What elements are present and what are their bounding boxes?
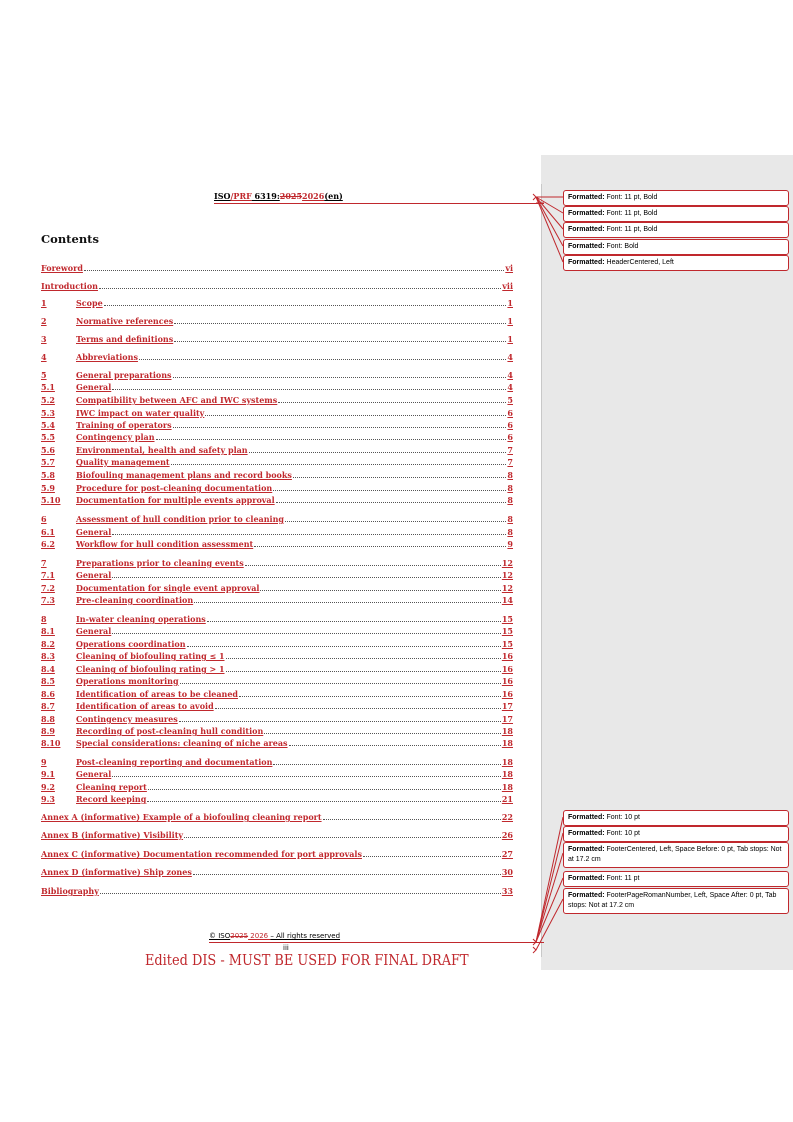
comment-label: Formatted: — [568, 210, 605, 217]
toc-entry-page: 18 — [501, 738, 513, 748]
leader-arrow — [533, 194, 536, 200]
toc-dot-leader — [112, 576, 501, 578]
toc-entry-page: 15 — [501, 626, 513, 636]
toc-entry-label: Annex B (informative) Visibility — [41, 830, 184, 840]
toc-entry-number: 6 — [41, 514, 47, 524]
toc-dot-leader — [363, 855, 501, 857]
toc-entry[interactable] — [41, 408, 513, 418]
toc-entry-label: Bibliography — [41, 886, 99, 896]
toc-entry-page: 4 — [507, 352, 513, 362]
toc-dot-leader — [147, 800, 501, 802]
toc-entry[interactable] — [41, 664, 513, 674]
toc-entry-page: vi — [505, 263, 513, 273]
comment-label: Formatted: — [568, 830, 605, 837]
toc-dot-leader — [112, 533, 506, 535]
toc-entry[interactable] — [41, 867, 513, 877]
toc-entry-page: 1 — [507, 316, 513, 326]
toc-entry[interactable] — [41, 281, 513, 291]
toc-entry-page: 12 — [501, 570, 513, 580]
toc-entry-number: 5.4 — [41, 420, 55, 430]
toc-entry[interactable] — [41, 583, 513, 593]
footer-year-deleted: 2025 — [230, 932, 249, 940]
toc-entry-number: 7.1 — [41, 570, 55, 580]
toc-entry-number: 9.1 — [41, 769, 55, 779]
toc-entry[interactable] — [41, 470, 513, 480]
toc-dot-leader — [293, 476, 506, 478]
toc-entry[interactable] — [41, 370, 513, 380]
toc-entry-page: 17 — [501, 714, 513, 724]
toc-entry[interactable] — [41, 432, 513, 442]
toc-entry[interactable] — [41, 595, 513, 605]
toc-entry-page: 22 — [501, 812, 513, 822]
toc-entry-label: Identification of areas to be cleaned — [76, 689, 239, 699]
toc-entry-number: 8.10 — [41, 738, 61, 748]
toc-entry-page: 16 — [501, 689, 513, 699]
toc-entry-label: Quality management — [76, 457, 170, 467]
toc-entry[interactable] — [41, 886, 513, 896]
toc-entry-number: 5.8 — [41, 470, 55, 480]
comment-balloon[interactable] — [563, 206, 789, 222]
toc-entry-number: 5 — [41, 370, 47, 380]
toc-entry[interactable] — [41, 570, 513, 580]
toc-entry-label: In-water cleaning operations — [76, 614, 206, 624]
toc-dot-leader — [194, 601, 501, 603]
toc-entry-number: 3 — [41, 334, 47, 344]
toc-entry-page: 15 — [501, 639, 513, 649]
contents-title: Contents — [41, 232, 99, 246]
toc-entry-page: 18 — [501, 769, 513, 779]
comment-label: Formatted: — [568, 194, 605, 201]
toc-entry-page: 8 — [507, 483, 513, 493]
toc-entry-label: Workflow for hull condition assessment — [76, 539, 254, 549]
toc-entry[interactable] — [41, 539, 513, 549]
toc-entry[interactable] — [41, 782, 513, 792]
toc-entry[interactable] — [41, 495, 513, 505]
toc-entry-number: 8.7 — [41, 701, 55, 711]
toc-dot-leader — [187, 645, 501, 647]
toc-entry-label: General — [76, 769, 112, 779]
toc-entry-number: 9.2 — [41, 782, 55, 792]
toc-entry-page: 1 — [507, 298, 513, 308]
comment-balloon[interactable] — [563, 810, 789, 826]
comment-balloon[interactable] — [563, 190, 789, 206]
toc-dot-leader — [254, 545, 506, 547]
markup-divider — [541, 184, 542, 957]
comment-text: Font: Bold — [604, 243, 639, 250]
toc-entry-label: Abbreviations — [76, 352, 138, 362]
toc-entry-number: 5.6 — [41, 445, 55, 455]
toc-entry-label: Operations coordination — [76, 639, 186, 649]
toc-entry-page: 27 — [501, 849, 513, 859]
footer-year-inserted: 2026 — [248, 932, 271, 940]
comment-label: Formatted: — [568, 259, 605, 266]
toc-entry-label: Documentation for single event approval — [76, 583, 260, 593]
comment-label: Formatted: — [568, 814, 605, 821]
toc-entry-label: Introduction — [41, 281, 98, 291]
toc-dot-leader — [174, 322, 506, 324]
toc-entry-label: Post-cleaning reporting and documentation — [76, 757, 273, 767]
header-iso: ISO — [214, 191, 231, 201]
toc-entry-number: 9.3 — [41, 794, 55, 804]
toc-entry-label: Record keeping — [76, 794, 147, 804]
toc-entry[interactable] — [41, 514, 513, 524]
toc-entry[interactable] — [41, 298, 513, 308]
toc-entry-label: Contingency measures — [76, 714, 178, 724]
toc-entry-page: 18 — [501, 726, 513, 736]
toc-entry-page: 33 — [501, 886, 513, 896]
toc-entry-page: 8 — [507, 495, 513, 505]
toc-entry[interactable] — [41, 527, 513, 537]
toc-entry-number: 6.1 — [41, 527, 55, 537]
toc-entry-page: 18 — [501, 757, 513, 767]
toc-dot-leader — [84, 269, 504, 271]
toc-dot-leader — [215, 707, 501, 709]
leader-arrow — [533, 947, 536, 953]
toc-dot-leader — [276, 501, 506, 503]
toc-entry[interactable] — [41, 794, 513, 804]
toc-entry-label: Identification of areas to avoid — [76, 701, 214, 711]
toc-entry-label: Compatibility between AFC and IWC systems — [76, 395, 278, 405]
toc-entry-label: Cleaning report — [76, 782, 147, 792]
watermark: Edited DIS - MUST BE USED FOR FINAL DRAFT — [145, 951, 469, 969]
toc-dot-leader — [139, 358, 506, 360]
toc-dot-leader — [239, 695, 501, 697]
toc-entry[interactable] — [41, 769, 513, 779]
toc-entry-label: Environmental, health and safety plan — [76, 445, 248, 455]
toc-entry-number: 8.4 — [41, 664, 55, 674]
toc-entry-label: Pre-cleaning coordination — [76, 595, 194, 605]
header-year-inserted: 2026 — [302, 191, 325, 201]
toc-dot-leader — [207, 620, 501, 622]
toc-entry-number: 5.2 — [41, 395, 55, 405]
comment-balloon[interactable] — [563, 239, 789, 255]
toc-entry-number: 6.2 — [41, 539, 55, 549]
footer-page-number: iii — [283, 944, 289, 952]
toc-entry[interactable] — [41, 676, 513, 686]
footer-leader-line — [209, 942, 544, 943]
toc-entry-number: 8 — [41, 614, 47, 624]
toc-entry-label: General — [76, 570, 112, 580]
toc-dot-leader — [289, 744, 501, 746]
toc-entry-page: 12 — [501, 558, 513, 568]
header-leader-line — [214, 203, 544, 204]
toc-entry[interactable] — [41, 316, 513, 326]
toc-entry-page: 6 — [507, 432, 513, 442]
toc-entry-label: General — [76, 626, 112, 636]
toc-entry-label: Operations monitoring — [76, 676, 179, 686]
footer-copyright — [209, 932, 340, 940]
toc-entry[interactable] — [41, 639, 513, 649]
comment-text: HeaderCentered, Left — [604, 259, 674, 266]
toc-entry-page: 16 — [501, 676, 513, 686]
toc-dot-leader — [226, 657, 501, 659]
toc-dot-leader — [278, 401, 506, 403]
toc-entry-label: Procedure for post-cleaning documentation — [76, 483, 273, 493]
toc-entry-page: 26 — [501, 830, 513, 840]
toc-entry-page: 9 — [507, 539, 513, 549]
toc-dot-leader — [180, 682, 501, 684]
toc-entry-label: Training of operators — [76, 420, 172, 430]
header-year-deleted: 2025 — [279, 191, 303, 201]
comment-text: Font: 10 pt — [604, 814, 640, 821]
toc-entry-number: 8.5 — [41, 676, 55, 686]
toc-entry-label: Recording of post-cleaning hull condition — [76, 726, 264, 736]
toc-dot-leader — [260, 589, 500, 591]
footer-copyright-symbol: © ISO — [209, 932, 231, 940]
comment-text: Font: 11 pt, Bold — [604, 210, 658, 217]
toc-entry-number: 8.1 — [41, 626, 55, 636]
toc-entry-label: Annex A (informative) Example of a biofouling cleaning report — [41, 812, 322, 822]
toc-entry[interactable] — [41, 738, 513, 748]
toc-entry-number: 4 — [41, 352, 47, 362]
toc-entry-page: 6 — [507, 420, 513, 430]
toc-entry-label: Contingency plan — [76, 432, 155, 442]
toc-entry[interactable] — [41, 420, 513, 430]
toc-entry-page: 16 — [501, 664, 513, 674]
toc-entry-number: 8.9 — [41, 726, 55, 736]
toc-entry-number: 5.7 — [41, 457, 55, 467]
toc-entry-page: vii — [502, 281, 513, 291]
toc-dot-leader — [179, 720, 501, 722]
toc-dot-leader — [173, 376, 506, 378]
toc-entry-page: 30 — [501, 867, 513, 877]
toc-entry-number: 2 — [41, 316, 47, 326]
comment-text: FooterCentered, Left, Space Before: 0 pt, Tab stops: Not at 17.2 cm — [568, 846, 782, 863]
toc-entry-label: Annex D (informative) Ship zones — [41, 867, 192, 877]
toc-dot-leader — [112, 388, 506, 390]
comment-label: Formatted: — [568, 846, 605, 853]
toc-entry[interactable] — [41, 849, 513, 859]
toc-entry[interactable] — [41, 614, 513, 624]
header-lang: (en) — [324, 191, 343, 201]
comment-balloon[interactable] — [563, 255, 789, 271]
comment-balloon[interactable] — [563, 871, 789, 887]
toc-entry-label: Cleaning of biofouling rating > 1 — [76, 664, 225, 674]
toc-entry-label: Special considerations: cleaning of niche areas — [76, 738, 288, 748]
toc-dot-leader — [112, 775, 501, 777]
toc-entry-number: 8.3 — [41, 651, 55, 661]
toc-entry-label: Terms and definitions — [76, 334, 174, 344]
toc-dot-leader — [273, 489, 506, 491]
toc-entry-label: Scope — [76, 298, 103, 308]
toc-dot-leader — [249, 451, 506, 453]
toc-entry[interactable] — [41, 701, 513, 711]
toc-entry-page: 7 — [507, 445, 513, 455]
comment-text: Font: 10 pt — [604, 830, 640, 837]
toc-dot-leader — [104, 304, 506, 306]
toc-entry[interactable] — [41, 689, 513, 699]
comment-balloon[interactable] — [563, 826, 789, 842]
toc-entry-page: 12 — [501, 583, 513, 593]
toc-entry[interactable] — [41, 714, 513, 724]
toc-dot-leader — [174, 340, 506, 342]
toc-dot-leader — [171, 463, 506, 465]
toc-entry[interactable] — [41, 352, 513, 362]
toc-dot-leader — [245, 564, 501, 566]
toc-dot-leader — [285, 520, 506, 522]
toc-entry-page: 21 — [501, 794, 513, 804]
toc-dot-leader — [156, 438, 506, 440]
toc-entry-label: Cleaning of biofouling rating ≤ 1 — [76, 651, 225, 661]
toc-entry-page: 8 — [507, 514, 513, 524]
toc-entry-page: 15 — [501, 614, 513, 624]
comment-text: Font: 11 pt, Bold — [604, 194, 658, 201]
toc-entry-number: 1 — [41, 298, 47, 308]
toc-entry-label: Preparations prior to cleaning events — [76, 558, 244, 568]
toc-entry-page: 6 — [507, 408, 513, 418]
comment-text: FooterPageRomanNumber, Left, Space After: 0 pt, Tab stops: Not at 17.2 cm — [568, 892, 777, 909]
toc-entry-number: 8.2 — [41, 639, 55, 649]
toc-entry[interactable] — [41, 757, 513, 767]
toc-dot-leader — [205, 414, 506, 416]
toc-entry-number: 5.5 — [41, 432, 55, 442]
toc-entry[interactable] — [41, 830, 513, 840]
toc-entry-page: 7 — [507, 457, 513, 467]
toc-entry[interactable] — [41, 395, 513, 405]
toc-entry-number: 8.6 — [41, 689, 55, 699]
toc-entry[interactable] — [41, 651, 513, 661]
toc-dot-leader — [148, 788, 501, 790]
toc-dot-leader — [99, 287, 501, 289]
toc-entry-label: General — [76, 527, 112, 537]
toc-dot-leader — [112, 632, 501, 634]
header-number: 6319: — [251, 191, 280, 201]
toc-dot-leader — [226, 670, 501, 672]
toc-dot-leader — [173, 426, 506, 428]
comment-balloon[interactable] — [563, 842, 789, 868]
toc-entry-number: 7.3 — [41, 595, 55, 605]
footer-rights: – All rights reserved — [270, 932, 341, 940]
toc-entry-page: 8 — [507, 470, 513, 480]
toc-entry-number: 7.2 — [41, 583, 55, 593]
toc-dot-leader — [264, 732, 501, 734]
toc-entry-page: 14 — [501, 595, 513, 605]
header-prefix-inserted: /PRF — [230, 191, 252, 201]
toc-entry-number: 5.1 — [41, 382, 55, 392]
toc-entry-number: 5.3 — [41, 408, 55, 418]
toc-entry-page: 17 — [501, 701, 513, 711]
toc-entry[interactable] — [41, 726, 513, 736]
toc-entry[interactable] — [41, 457, 513, 467]
comment-text: Font: 11 pt — [604, 875, 640, 882]
toc-entry-page: 4 — [507, 382, 513, 392]
toc-entry-number: 5.10 — [41, 495, 61, 505]
comment-balloon[interactable] — [563, 222, 789, 238]
toc-entry[interactable] — [41, 263, 513, 273]
toc-entry-label: General preparations — [76, 370, 172, 380]
toc-entry-label: IWC impact on water quality — [76, 408, 205, 418]
toc-dot-leader — [273, 763, 500, 765]
toc-entry-label: Foreword — [41, 263, 83, 273]
toc-entry[interactable] — [41, 483, 513, 493]
toc-entry-page: 1 — [507, 334, 513, 344]
document-header[interactable] — [214, 191, 343, 201]
toc-entry[interactable] — [41, 445, 513, 455]
toc-entry-page: 8 — [507, 527, 513, 537]
toc-dot-leader — [193, 873, 501, 875]
toc-entry-label: Documentation for multiple events approval — [76, 495, 275, 505]
toc-entry-number: 7 — [41, 558, 47, 568]
toc-dot-leader — [100, 892, 501, 894]
toc-entry-number: 8.8 — [41, 714, 55, 724]
toc-entry[interactable] — [41, 558, 513, 568]
toc-entry-page: 4 — [507, 370, 513, 380]
toc-entry[interactable] — [41, 334, 513, 344]
toc-entry-label: Assessment of hull condition prior to cleaning — [76, 514, 284, 524]
toc-entry-number: 9 — [41, 757, 47, 767]
toc-entry-label: Biofouling management plans and record books — [76, 470, 292, 480]
toc-dot-leader — [184, 836, 501, 838]
comment-label: Formatted: — [568, 243, 605, 250]
toc-entry-page: 18 — [501, 782, 513, 792]
comment-text: Font: 11 pt, Bold — [604, 226, 658, 233]
toc-entry-number: 5.9 — [41, 483, 55, 493]
toc-entry-label: Normative references — [76, 316, 174, 326]
toc-entry[interactable] — [41, 626, 513, 636]
comment-label: Formatted: — [568, 892, 605, 899]
toc-entry[interactable] — [41, 812, 513, 822]
comment-label: Formatted: — [568, 875, 605, 882]
toc-entry-label: General — [76, 382, 112, 392]
comment-label: Formatted: — [568, 226, 605, 233]
toc-entry-label: Annex C (informative) Documentation recommended for port approvals — [41, 849, 362, 859]
toc-dot-leader — [323, 818, 501, 820]
toc-entry-page: 5 — [507, 395, 513, 405]
toc-entry-page: 16 — [501, 651, 513, 661]
comment-balloon[interactable] — [563, 888, 789, 914]
toc-entry[interactable] — [41, 382, 513, 392]
